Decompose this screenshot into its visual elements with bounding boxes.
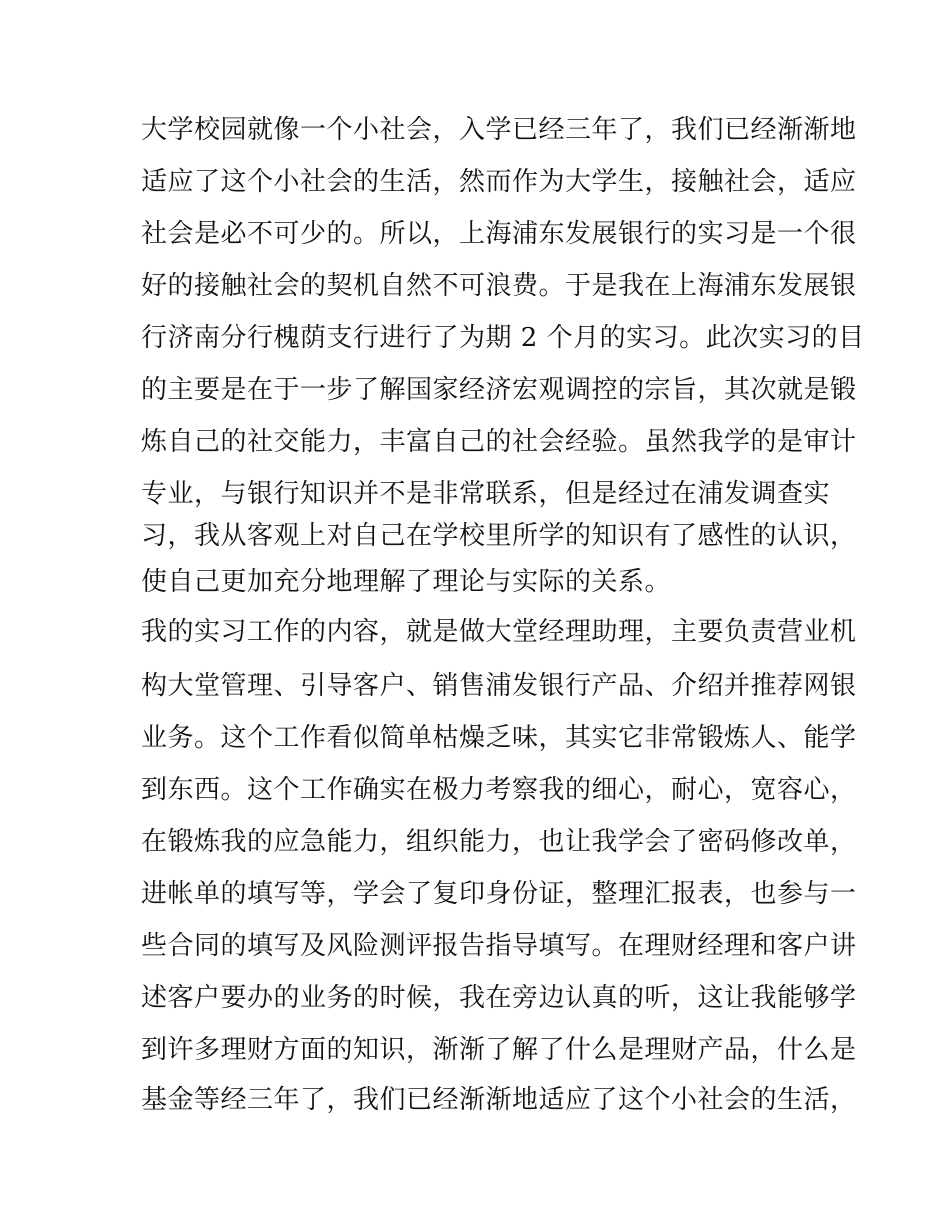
text-line-14: 到东西。这个工作确实在极力考察我的细心，耐心，宽容心，	[141, 775, 857, 805]
text-line-11: 我的实习工作的内容，就是做大堂经理助理，主要负责营业机	[141, 617, 857, 647]
text-line-3: 社会是必不可少的。所以，上海浦东发展银行的实习是一个很	[141, 219, 857, 249]
text-line-5: 行济南分行槐荫支行进行了为期 2 个月的实习。此次实习的目	[141, 323, 865, 353]
text-line-15: 在锻炼我的应急能力，组织能力，也让我学会了密码修改单，	[141, 827, 857, 857]
text-line-1: 大学校园就像一个小社会，入学已经三年了，我们已经渐渐地	[141, 115, 857, 145]
text-line-6: 的主要是在于一步了解国家经济宏观调控的宗旨，其次就是锻	[141, 375, 857, 405]
text-line-10: 使自己更加充分地理解了理论与实际的关系。	[141, 567, 672, 597]
text-line-12: 构大堂管理、引导客户、销售浦发银行产品、介绍并推荐网银	[141, 671, 857, 701]
text-line-17: 些合同的填写及风险测评报告指导填写。在理财经理和客户讲	[141, 931, 857, 961]
text-line-4: 好的接触社会的契机自然不可浪费。于是我在上海浦东发展银	[141, 271, 857, 301]
text-line-9: 习，我从客观上对自己在学校里所学的知识有了感性的认识，	[141, 521, 857, 551]
text-line-13: 业务。这个工作看似简单枯燥乏味，其实它非常锻炼人、能学	[141, 723, 857, 753]
text-line-20: 基金等经三年了，我们已经渐渐地适应了这个小社会的生活，	[141, 1085, 857, 1115]
text-line-8: 专业，与银行知识并不是非常联系，但是经过在浦发调查实	[141, 479, 831, 509]
text-line-18: 述客户要办的业务的时候，我在旁边认真的听，这让我能够学	[141, 983, 857, 1013]
text-line-7: 炼自己的社交能力，丰富自己的社会经验。虽然我学的是审计	[141, 427, 857, 457]
text-line-16: 进帐单的填写等，学会了复印身份证，整理汇报表，也参与一	[141, 879, 857, 909]
text-line-2: 适应了这个小社会的生活，然而作为大学生，接触社会，适应	[141, 167, 857, 197]
text-line-19: 到许多理财方面的知识，渐渐了解了什么是理财产品，什么是	[141, 1035, 857, 1065]
